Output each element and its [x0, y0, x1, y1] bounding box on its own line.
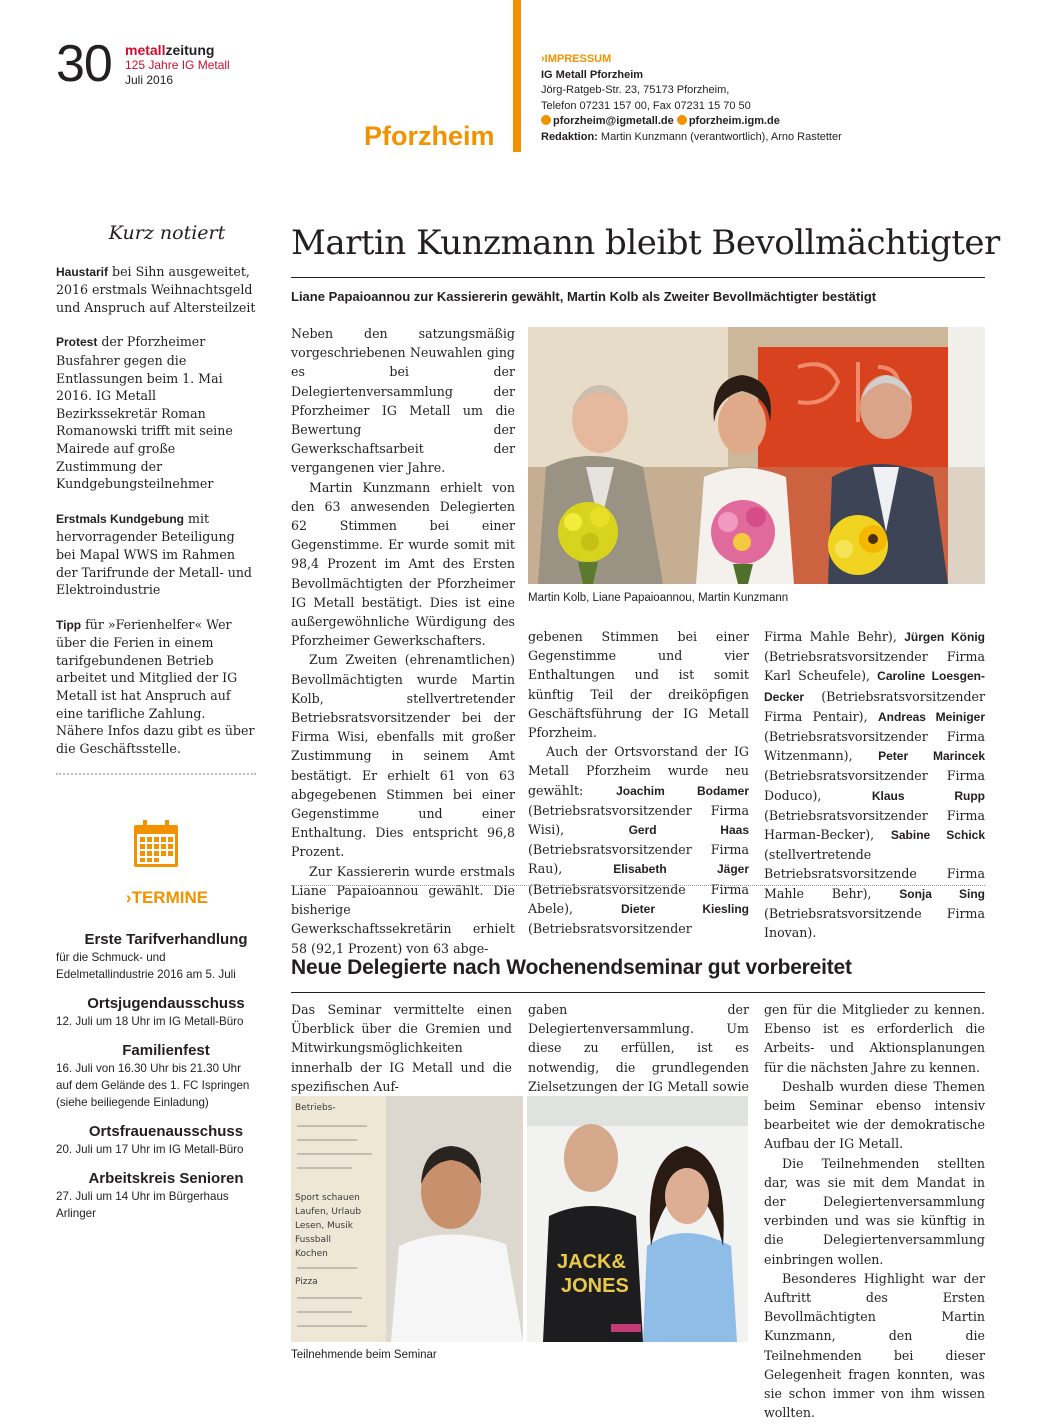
- sidebar-kurz-notiert: [56, 222, 256, 774]
- flipchart-text: Laufen, Urlaub: [295, 1207, 362, 1217]
- article2-column-1: Das Seminar vermittelte einen Überblick über die Gremien und Mitwirkungsmöglichkeiten innerhalb der IG Metall und die spezifischen Auf-: [291, 1002, 512, 1094]
- sidebar-item: Erstmals Kundgebung mit hervorragender Beteiligung bei Mapal WWS im Rahmen der Tarifrunde der Metall- und Elektroindustrie: [56, 510, 252, 598]
- sidebar-item: Protest der Pforzheimer Busfahrer gegen die Entlassungen beim 1. Mai 2016. IG Metall Bezirkssekretär Roman Romanowski trifft mit seine Mairede auf große Zustimmung der Kundgebungsteilnehmer: [56, 334, 233, 492]
- impressum-email[interactable]: pforzheim@igmetall.de: [553, 115, 674, 127]
- impressum-phone: Telefon 07231 157 00, Fax 07231 15 70 50: [541, 99, 751, 112]
- sidebar-divider: [56, 773, 256, 775]
- article2-column-3: gen für die Mitglieder zu kennen. Ebenso ist es erforderlich die Arbeits- und Aktionsplanungen für die nächsten Jahre zu kennen. Deshalb wurden diese Themen beim Seminar ebenso intensiv bearbeitet wie der demokratische Aufbau der IG Metall. Die Teilnehmenden stellten dar, was sie mit dem Mandat in der Delegiertenversammlung verbinden und was sie künftig in die Delegiertenversammlung einbringen wollen. Besonderes Highlight war der Auftritt des Ersten Bevollmächtigten Martin Kunzmann, den die Teilnehmenden bei dieser Gelegenheit fragen konnten, was sie schon immer von ihm wissen wollten.: [764, 1002, 985, 1421]
- issue-date: Juli 2016: [125, 73, 174, 87]
- events-list: [56, 931, 256, 1234]
- termine-heading: ›TERMINE: [125, 888, 209, 907]
- region-title: Pforzheim: [364, 121, 495, 151]
- brand-name: metallzeitung: [125, 42, 215, 58]
- masthead: [125, 43, 230, 88]
- accent-bar: [513, 0, 521, 152]
- impressum-org: IG Metall Pforzheim: [541, 68, 644, 81]
- event-item: Ortsfrauenausschuss 20. Juli um 17 Uhr im IG Metall-Büro: [56, 1123, 244, 1156]
- shirt-print: JONES: [561, 1275, 629, 1297]
- impressum-redaktion: Redaktion: Martin Kunzmann (verantwortlich), Arno Rastetter: [541, 130, 842, 143]
- article1-column-1: Neben den satzungsmäßig vorgeschriebenen Neuwahlen ging es bei der Delegiertenversammlung der Pforzheimer IG Metall um die Bewertung der Gewerkschaftsarbeit der vergangenen vier Jahre. Martin Kunzmann erhielt von den 63 anwesenden Delegierten 62 Stimmen bei einer Gegenstimme. Er wurde somit mit 98,4 Prozent im Amt des Ersten Bevollmächtigten der Pforzheimer IG Metall bestätigt. Dies ist eine außergewöhnliche Würdigung des Pforzheimer Gewerkschafters. Zum Zweiten (ehrenamtlichen) Bevollmächtigten wurde Martin Kolb, stellvertretender Betriebsratsvorsitzender bei der Firma Wisi, ebenfalls mit großer Zustimmung in seinem Amt bestätigt. Er erhielt 61 von 63 abgegebenen Stimmen bei einer Gegenstimme und einer Enthaltung. Dies entspricht 96,8 Prozent. Zur Kassiererin wurde erstmals Liane Papaioannou gewählt. Die bisherige Gewerkschaftssekretärin erhielt 58 (92,1 Prozent) von 63 abge-: [291, 326, 515, 956]
- flipchart-text: Fussball: [295, 1235, 331, 1245]
- flipchart-text: Kochen: [295, 1249, 328, 1259]
- sidebar-item: Haustarif bei Sihn ausgeweitet, 2016 erstmals Weihnachtsgeld und Anspruch auf Altersteilzeit: [56, 263, 256, 315]
- web-icon: [677, 115, 687, 125]
- article-divider: [291, 885, 985, 886]
- impressum: [541, 52, 842, 145]
- article1-photo: [528, 327, 985, 584]
- shirt-print: JACK&: [557, 1251, 626, 1273]
- article1-photo-caption: Martin Kolb, Liane Papaioannou, Martin Kunzmann: [528, 592, 789, 604]
- page-number: 30: [56, 35, 112, 93]
- email-icon: [541, 115, 551, 125]
- impressum-heading: ›IMPRESSUM: [541, 53, 612, 65]
- event-item: Familienfest 16. Juli von 16.30 Uhr bis 21.30 Uhr auf dem Gelände des 1. FC Ispringen (siehe beiliegende Einladung): [56, 1042, 250, 1109]
- sidebar-title: Kurz notiert: [108, 222, 226, 244]
- article1-subheadline: Liane Papaioannou zur Kassiererin gewählt, Martin Kolb als Zweiter Bevollmächtigter bestätigt: [291, 289, 877, 304]
- sidebar-item: Tipp für »Ferienhelfer« Wer über die Ferien in einem tarifgebundenen Betrieb arbeitet und Mitglied der IG Metall ist hat Anspruch auf eine tarifliche Zahlung. Nähere Infos dazu gibt es über die Geschäftsstelle.: [56, 616, 255, 756]
- article1-headline: Martin Kunzmann bleibt Bevollmächtigter: [291, 223, 1000, 263]
- article1-column-2: gebenen Stimmen bei einer Gegenstimme und vier Enthaltungen und ist somit künftig Teil der dreiköpfigen Geschäftsführung der IG Metall Pforzheim. Auch der Ortsvorstand der IG Metall Pforzheim wurde neu gewählt: Joachim Bodamer (Betriebsratsvorsitzender Firma Wisi), Gerd Haas (Betriebsratsvorsitzender Firma Rau), Elisabeth Jäger (Betriebsratsvorsitzende Firma Abele), Dieter Kiesling (Betriebsratsvorsitzender: [528, 629, 749, 937]
- flipchart-text: Betriebs-: [295, 1103, 336, 1113]
- headline-rule: [291, 277, 985, 278]
- event-item: Erste Tarifverhandlung für die Schmuck- und Edelmetallindustrie 2016 am 5. Juli: [56, 931, 248, 981]
- calendar-icon: [133, 820, 179, 868]
- article2-photo: [291, 1096, 748, 1342]
- impressum-address: Jörg-Ratgeb-Str. 23, 75173 Pforzheim,: [541, 84, 730, 96]
- impressum-contacts: [541, 114, 842, 130]
- event-item: Ortsjugendausschuss 12. Juli um 18 Uhr im IG Metall-Büro: [56, 995, 245, 1028]
- article2-headline: Neue Delegierte nach Wochenendseminar gut vorbereitet: [291, 956, 852, 979]
- event-item: Arbeitskreis Senioren 27. Juli um 14 Uhr im Bürgerhaus Arlinger: [56, 1170, 244, 1220]
- article2-photo-caption: Teilnehmende beim Seminar: [291, 1349, 437, 1361]
- article1-column-3: Firma Mahle Behr), Jürgen König (Betriebsratsvorsitzender Firma Karl Scheufele), Caroline Loesgen-Decker (Betriebsratsvorsitzender Firma Pentair), Andreas Meiniger (Betriebsratsvorsitzender Firma Witzenmann), Peter Marincek (Betriebsratsvorsitzender Firma Doduco), Klaus Rupp (Betriebsratsvorsitzender Firma Harman-Becker), Sabine Schick (stellvertretende Betriebsratsvorsitzende Firma Mahle Behr), Sonja Sing (Betriebsratsvorsitzende Firma Inovan).: [764, 629, 985, 941]
- flipchart-text: Sport schauen: [295, 1193, 360, 1203]
- impressum-web[interactable]: pforzheim.igm.de: [688, 115, 780, 127]
- flipchart-text: Lesen, Musik: [295, 1221, 353, 1231]
- flipchart-text: Pizza: [295, 1277, 318, 1287]
- headline-rule: [291, 992, 985, 993]
- jubilee-line: 125 Jahre IG Metall: [125, 58, 230, 72]
- article2-column-2: gaben der Delegiertenversammlung. Um diese zu erfüllen, ist es notwendig, die grundlegenden Zielsetzungen der IG Metall sowie: [528, 1002, 749, 1094]
